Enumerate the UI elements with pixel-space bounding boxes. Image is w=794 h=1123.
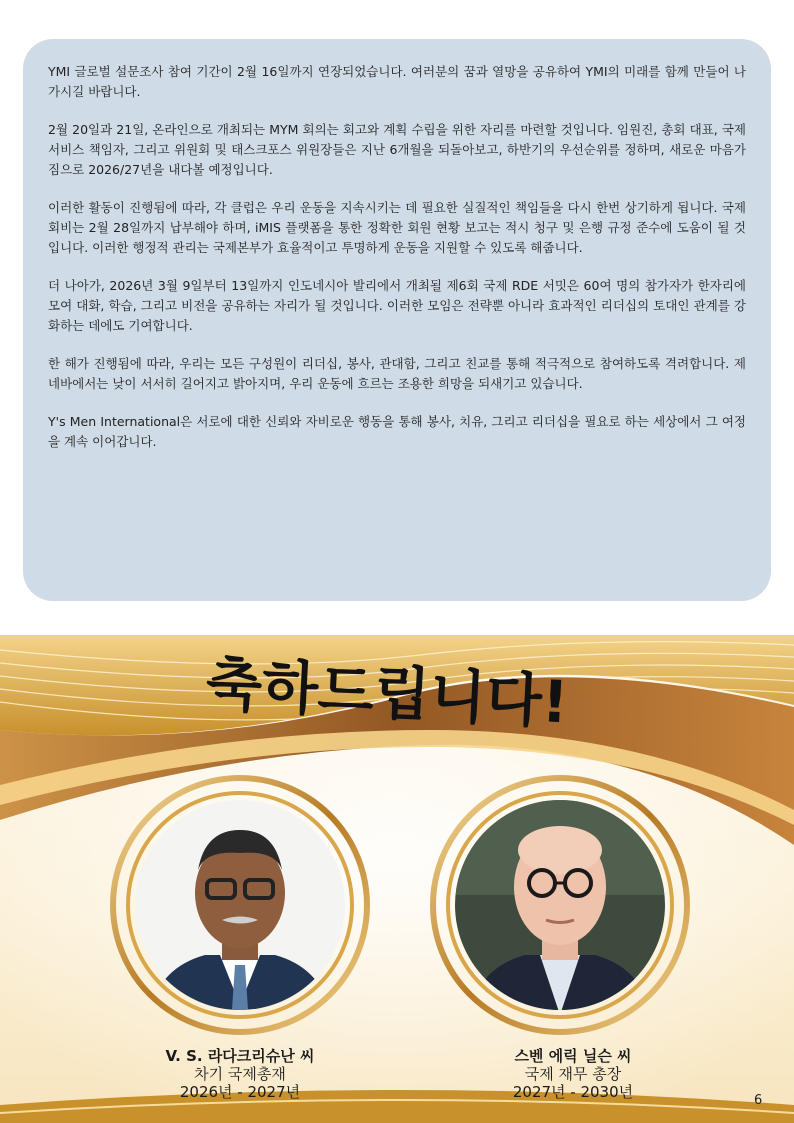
page-number: 6: [754, 1093, 763, 1108]
banner-title-text: 축하드립니다!: [204, 649, 570, 737]
congratulations-banner: [0, 635, 794, 1123]
person-left-name: V. S. 라다크리슈난 씨: [165, 1047, 315, 1065]
person-left-term: 2026년 - 2027년: [179, 1083, 301, 1101]
portrait-left: [110, 775, 370, 1035]
paragraph-mym-meeting: 2월 20일과 21일, 온라인으로 개최되는 MYM 회의는 회고와 계획 수립을 위한 자리를 마련할 것입니다. 임원진, 총회 대표, 국제 서비스 책임자, 그리고 위원회 및 태스크포스 위원장들은 지난 6개월을 되돌아보고, 하반기의 우선순위를 정하며, 새로운 마음가짐으로 2026/27년을 내다볼 예정입니다.: [48, 122, 746, 177]
paragraph-club-duties: 이러한 활동이 진행됨에 따라, 각 클럽은 우리 운동을 지속시키는 데 필요한 실질적인 책임들을 다시 한번 상기하게 됩니다. 국제회비는 2월 28일까지 납부해야 하며, iMIS 플랫폼을 통한 정확한 회원 현황 보고는 적시 청구 및 은행 규정 준수에 도움이 될 것입니다. 이러한 행정적 관리는 국제본부가 효율적이고 투명하게 운동을 지원할 수 있도록 해줍니다.: [48, 200, 746, 255]
paragraph-rde-summit: 더 나아가, 2026년 3월 9일부터 13일까지 인도네시아 발리에서 개최될 제6회 국제 RDE 서밋은 60여 명의 참가자가 한자리에 모여 대화, 학습, 그리고 비전을 공유하는 자리가 될 것입니다. 이러한 모임은 전략뿐 아니라 효과적인 리더십의 토대인 관계를 강화하는 데에도 기여합니다.: [48, 278, 746, 333]
paragraph-survey: YMI 글로벌 설문조사 참여 기간이 2월 16일까지 연장되었습니다. 여러분의 꿈과 열망을 공유하여 YMI의 미래를 함께 만들어 나가시길 바랍니다.: [48, 64, 746, 99]
message-panel: [23, 39, 771, 601]
person-right-name: 스벤 에릭 닐슨 씨: [514, 1047, 632, 1065]
banner-title: [0, 635, 794, 755]
person-right-role: 국제 재무 총장: [524, 1065, 622, 1083]
portrait-right: [430, 775, 690, 1035]
person-left-role: 차기 국제총재: [194, 1065, 286, 1083]
person-left-caption: [110, 1047, 370, 1101]
paragraph-closing: Y's Men International은 서로에 대한 신뢰와 자비로운 행동을 통해 봉사, 치유, 그리고 리더십을 필요로 하는 세상에서 그 여정을 계속 이어갑니다.: [48, 414, 746, 449]
person-right-caption: [443, 1047, 703, 1101]
person-right-term: 2027년 - 2030년: [512, 1083, 634, 1101]
paragraph-encouragement: 한 해가 진행됨에 따라, 우리는 모든 구성원이 리더십, 봉사, 관대함, 그리고 친교를 통해 적극적으로 참여하도록 격려합니다. 제네바에서는 낮이 서서히 길어지고 밝아지며, 우리 운동에 흐르는 조용한 희망을 되새기고 있습니다.: [48, 356, 746, 391]
